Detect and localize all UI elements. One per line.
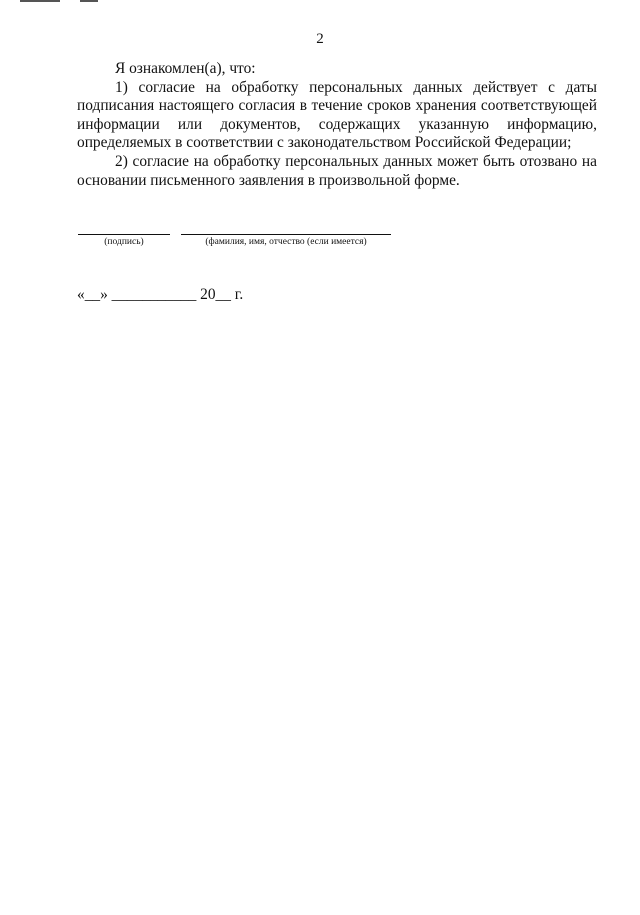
page-number: 2	[316, 31, 324, 47]
intro-paragraph: Я ознакомлен(а), что:	[115, 60, 256, 77]
signature-caption: (подпись)	[104, 237, 144, 247]
item-paragraph-2: 2) согласие на обработку персональных данных может быть отозвано на основании письменного заявления в произвольной форме.	[77, 152, 597, 189]
document-body	[77, 60, 597, 190]
full-name-line[interactable]	[181, 234, 391, 235]
item-paragraph-1: 1) согласие на обработку персональных данных действует с даты подписания настоящего согласия в течение сроков хранения соответствующей информации или документов, содержащих указанную информацию, определяемых в соответствии с законодательством Российской Федерации;	[77, 78, 597, 152]
scan-top-edge-mark	[80, 0, 98, 2]
full-name-caption: (фамилия, имя, отчество (если имеется)	[205, 237, 367, 247]
date-field[interactable]: «__» ___________ 20__ г.	[77, 286, 244, 303]
scan-top-edge-mark	[20, 0, 60, 2]
signature-block	[0, 234, 640, 254]
signature-line[interactable]	[78, 234, 170, 235]
